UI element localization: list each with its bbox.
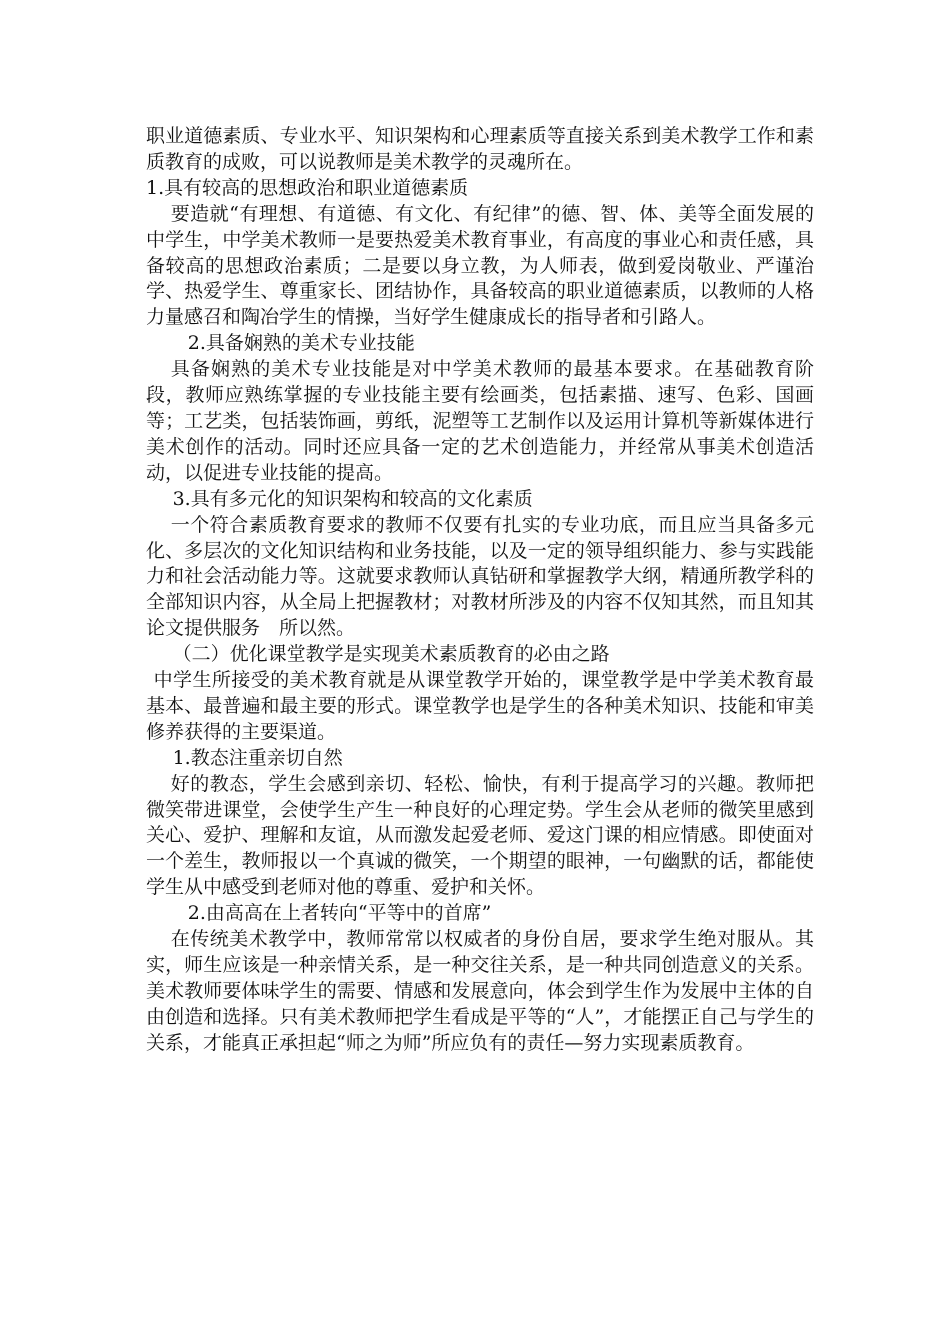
paragraph-equal-leader: 在传统美术教学中，教师常常以权威者的身份自居，要求学生绝对服从。其实，师生应该是一种亲情关系，是一种交往关系，是一种共同创造意义的关系。美术教师要体味学生的需要、情感和发展意向，体会到学生作为发展中主体的自由创造和选择。只有美术教师把学生看成是平等的“人”，才能摆正自己与学生的关系，才能真正承担起“师之为师”所应负有的责任—努力实现素质教育。 xyxy=(146,928,814,1054)
paragraph-classroom-teaching: 中学生所接受的美术教育就是从课堂教学开始的，课堂教学是中学美术教育最基本、最普遍和最主要的形式。课堂教学也是学生的各种美术知识、技能和审美修养获得的主要渠道。 xyxy=(146,669,814,743)
heading-political-moral-quality: 1.具有较高的思想政治和职业道德素质 xyxy=(146,176,469,199)
paragraph-knowledge-structure: 一个符合素质教育要求的教师不仅要有扎实的专业功底，而且应当具备多元化、多层次的文化知识结构和业务技能，以及一定的领导组织能力、参与实践能力和社会活动能力等。这就要求教师认真钻研和掌握教学大纲，精通所教学科的全部知识内容，从全局上把握教材；对教材所涉及的内容不仅知其然，而且知其论文提供服务 所以然。 xyxy=(146,513,814,640)
heading-equal-leader: 2.由高高在上者转向“平等中的首席” xyxy=(187,902,492,925)
heading-knowledge-structure: 3.具有多元化的知识架构和较高的文化素质 xyxy=(172,487,533,510)
paragraph-teaching-manner: 好的教态，学生会感到亲切、轻松、愉快，有利于提高学习的兴趣。教师把微笑带进课堂，会使学生产生一种良好的心理定势。学生会从老师的微笑里感到关心、爱护、理解和友谊，从而激发起爱老师、爱这门课的相应情感。即使面对一个差生，教师报以一个真诚的微笑，一个期望的眼神，一句幽默的话，都能使学生从中感受到老师对他的尊重、爱护和关怀。 xyxy=(146,772,814,899)
document-body xyxy=(146,124,814,1057)
paragraph-political-moral-quality: 要造就“有理想、有道德、有文化、有纪律”的德、智、体、美等全面发展的中学生，中学美术教师一是要热爱美术教育事业，有高度的事业心和责任感，具备较高的思想政治素质；二是要以身立教，为人师表，做到爱岗敬业、严谨治学、热爱学生、尊重家长、团结协作，具备较高的职业道德素质，以教师的人格力量感召和陶冶学生的情操，当好学生健康成长的指导者和引路人。 xyxy=(146,202,814,329)
intro-paragraph: 职业道德素质、专业水平、知识架构和心理素质等直接关系到美术教学工作和素质教育的成败，可以说教师是美术教学的灵魂所在。 xyxy=(146,125,814,173)
heading-teaching-manner: 1.教态注重亲切自然 xyxy=(172,746,343,769)
section-heading-classroom-teaching: （二）优化课堂教学是实现美术素质教育的必由之路 xyxy=(172,643,610,666)
paragraph-art-skills: 具备娴熟的美术专业技能是对中学美术教师的最基本要求。在基础教育阶段，教师应熟练掌握的专业技能主要有绘画类，包括素描、速写、色彩、国画等；工艺类，包括装饰画，剪纸，泥塑等工艺制作以及运用计算机等新媒体进行美术创作的活动。同时还应具备一定的艺术创造能力，并经常从事美术创造活动，以促进专业技能的提高。 xyxy=(146,358,814,484)
heading-art-skills: 2.具备娴熟的美术专业技能 xyxy=(187,332,415,355)
